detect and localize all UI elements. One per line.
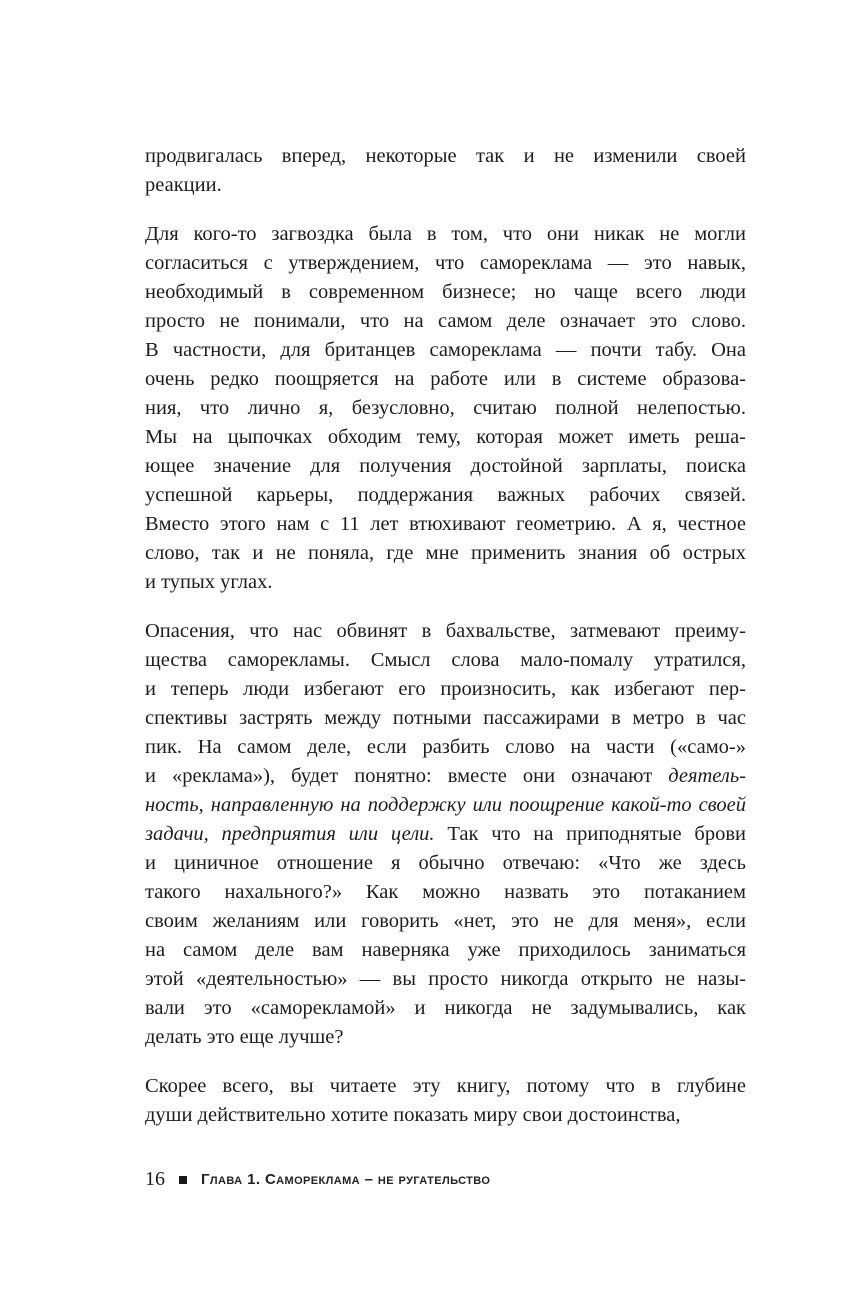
text-line: такого нахального?» Как можно назвать это потаканием xyxy=(145,881,746,903)
text-line: Для кого-то загвоздка была в том, что они никак не могли xyxy=(145,223,746,245)
text-line: продвигалась вперед, некоторые так и не изменили своей xyxy=(145,145,746,167)
text-line: делать это еще лучше? xyxy=(145,1026,344,1048)
text-line: Скорее всего, вы читаете эту книгу, потому что в глубине xyxy=(145,1075,746,1097)
text-line: необходимый в современном бизнесе; но чаще всего люди xyxy=(145,281,746,303)
running-head: Глава 1. Самореклама – не ругательство xyxy=(201,1171,491,1188)
text-line: и циничное отношение я обычно отвечаю: «Что же здесь xyxy=(145,852,746,874)
body-text xyxy=(145,142,746,1130)
text-line: и «реклама»), будет понятно: вместе они означают деятель- xyxy=(145,765,746,787)
text-line: вали это «саморекламой» и никогда не задумывались, как xyxy=(145,997,746,1019)
square-bullet-icon xyxy=(179,1176,187,1184)
text-line: спективы застрять между потными пассажирами в метро в час xyxy=(145,707,746,729)
text-line: и тупых углах. xyxy=(145,571,273,593)
text-line: реакции. xyxy=(145,174,222,196)
page-footer xyxy=(145,1168,746,1191)
text-line: просто не понимали, что на самом деле означает это слово. xyxy=(145,310,746,332)
text-line: этой «деятельностью» — вы просто никогда открыто не назы- xyxy=(145,968,746,990)
text-line: очень редко поощряется на работе или в системе образова- xyxy=(145,368,746,390)
text-line: на самом деле вам наверняка уже приходилось заниматься xyxy=(145,939,746,961)
page-number: 16 xyxy=(145,1168,165,1190)
text-line: ющее значение для получения достойной зарплаты, поиска xyxy=(145,455,746,477)
text-line: успешной карьеры, поддержания важных рабочих связей. xyxy=(145,484,746,506)
paragraph xyxy=(145,617,746,1052)
text-line: задачи, предприятия или цели. Так что на приподнятые брови xyxy=(145,823,746,845)
text-line: ния, что лично я, безусловно, считаю полной нелепостью. xyxy=(145,397,746,419)
paragraph xyxy=(145,142,746,200)
text-line: своим желаниям или говорить «нет, это не для меня», если xyxy=(145,910,746,932)
text-line: и теперь люди избегают его произносить, как избегают пер- xyxy=(145,678,746,700)
text-line: В частности, для британцев самореклама — почти табу. Она xyxy=(145,339,746,361)
text-line: Вместо этого нам с 11 лет втюхивают геометрию. А я, честное xyxy=(145,513,746,535)
text-line: щества саморекламы. Смысл слова мало-помалу утратился, xyxy=(145,649,746,671)
text-line: души действительно хотите показать миру свои достоинства, xyxy=(145,1104,681,1126)
paragraph xyxy=(145,220,746,597)
paragraph xyxy=(145,1072,746,1130)
text-line: слово, так и не поняла, где мне применить знания об острых xyxy=(145,542,746,564)
text-line: Мы на цыпочках обходим тему, которая может иметь реша- xyxy=(145,426,746,448)
text-line: согласиться с утверждением, что самореклама — это навык, xyxy=(145,252,746,274)
text-line: Опасения, что нас обвинят в бахвальстве, затмевают преиму- xyxy=(145,620,746,642)
text-line: ность, направленную на поддержку или поощрение какой-то своей xyxy=(145,794,746,816)
text-line: пик. На самом деле, если разбить слово на части («само-» xyxy=(145,736,746,758)
